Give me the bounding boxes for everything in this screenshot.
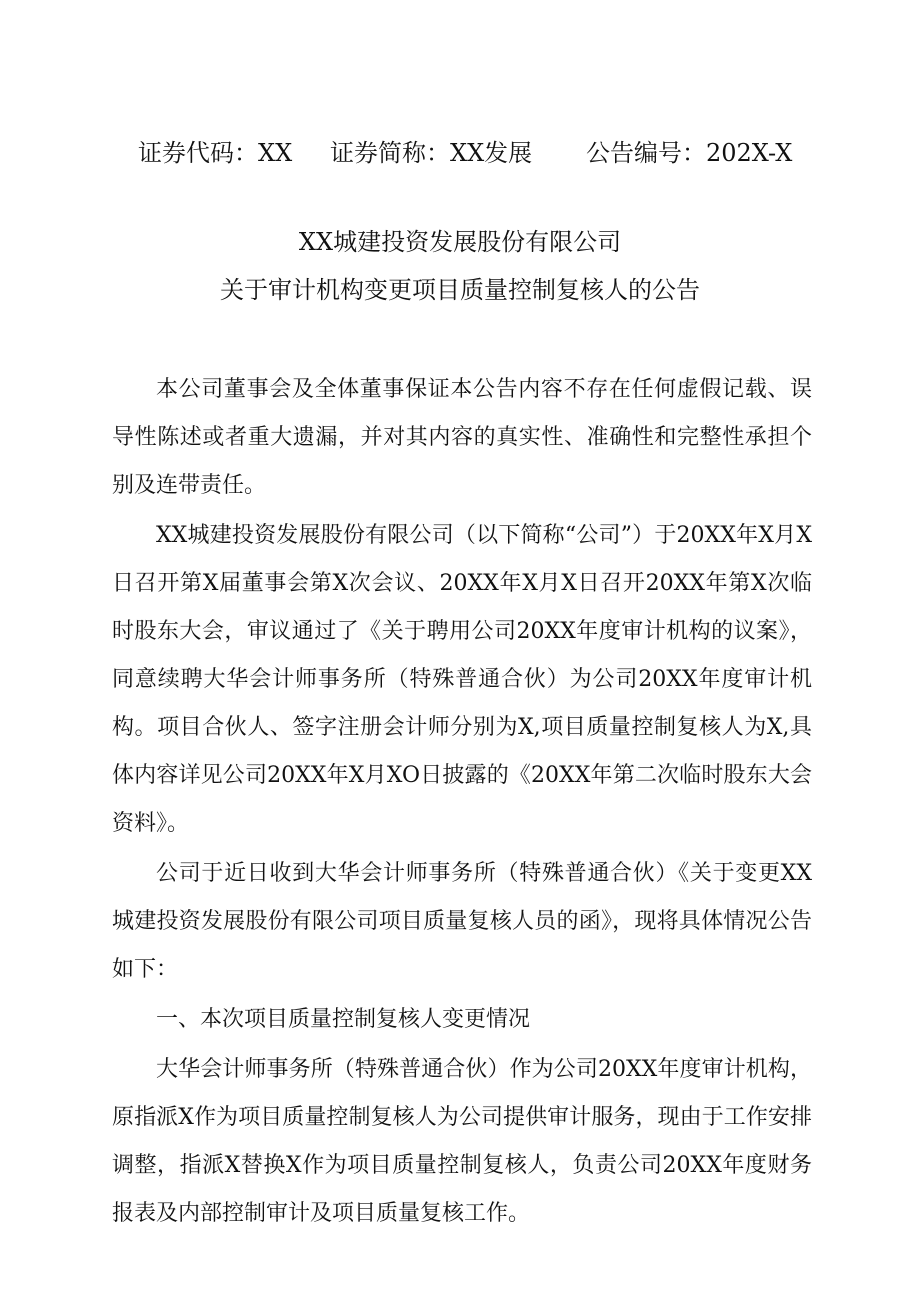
paragraph-disclaimer: 本公司董事会及全体董事保证本公告内容不存在任何虚假记载、误导性陈述或者重大遗漏，并对其内容的真实性、准确性和完整性承担个别及连带责任。 (112, 377, 812, 498)
company-title: XX城建投资发展股份有限公司 (298, 228, 622, 256)
paragraph-notice: 公司于近日收到大华会计师事务所（特殊普通合伙）《关于变更XX城建投资发展股份有限公司项目质量复核人员的函》，现将具体情况公告如下： (112, 861, 812, 982)
paragraph-background: XX城建投资发展股份有限公司（以下简称“公司”）于20XX年X月X日召开第X届董事会第X次会议、20XX年X月X日召开20XX年第X次临时股东大会，审议通过了《关于聘用公司20XX年度审计机构的议案》，同意续聘大华会计师事务所（特殊普通合伙）为公司20XX年度审计机构。项目合伙人、签字注册会计师分别为X,项目质量控制复核人为X,具体内容详见公司20XX年X月XO日披露的《20XX年第二次临时股东大会资料》。 (112, 523, 812, 836)
header-line (0, 133, 920, 173)
announcement-title: 关于审计机构变更项目质量控制复核人的公告 (220, 276, 700, 304)
announcement-number: 公告编号：202X-X (586, 139, 793, 167)
announcement-body (112, 366, 812, 1240)
paragraph-change-details: 大华会计师事务所（特殊普通合伙）作为公司20XX年度审计机构，原指派X作为项目质量控制复核人为公司提供审计服务，现由于工作安排调整，指派X替换X作为项目质量控制复核人，负责公司20XX年度财务报表及内部控制审计及项目质量复核工作。 (112, 1057, 812, 1226)
section-heading-1: 一、本次项目质量控制复核人变更情况 (156, 1007, 531, 1032)
security-code: 证券代码：XX (138, 139, 293, 167)
security-short-name: 证券简称：XX发展 (330, 139, 533, 167)
